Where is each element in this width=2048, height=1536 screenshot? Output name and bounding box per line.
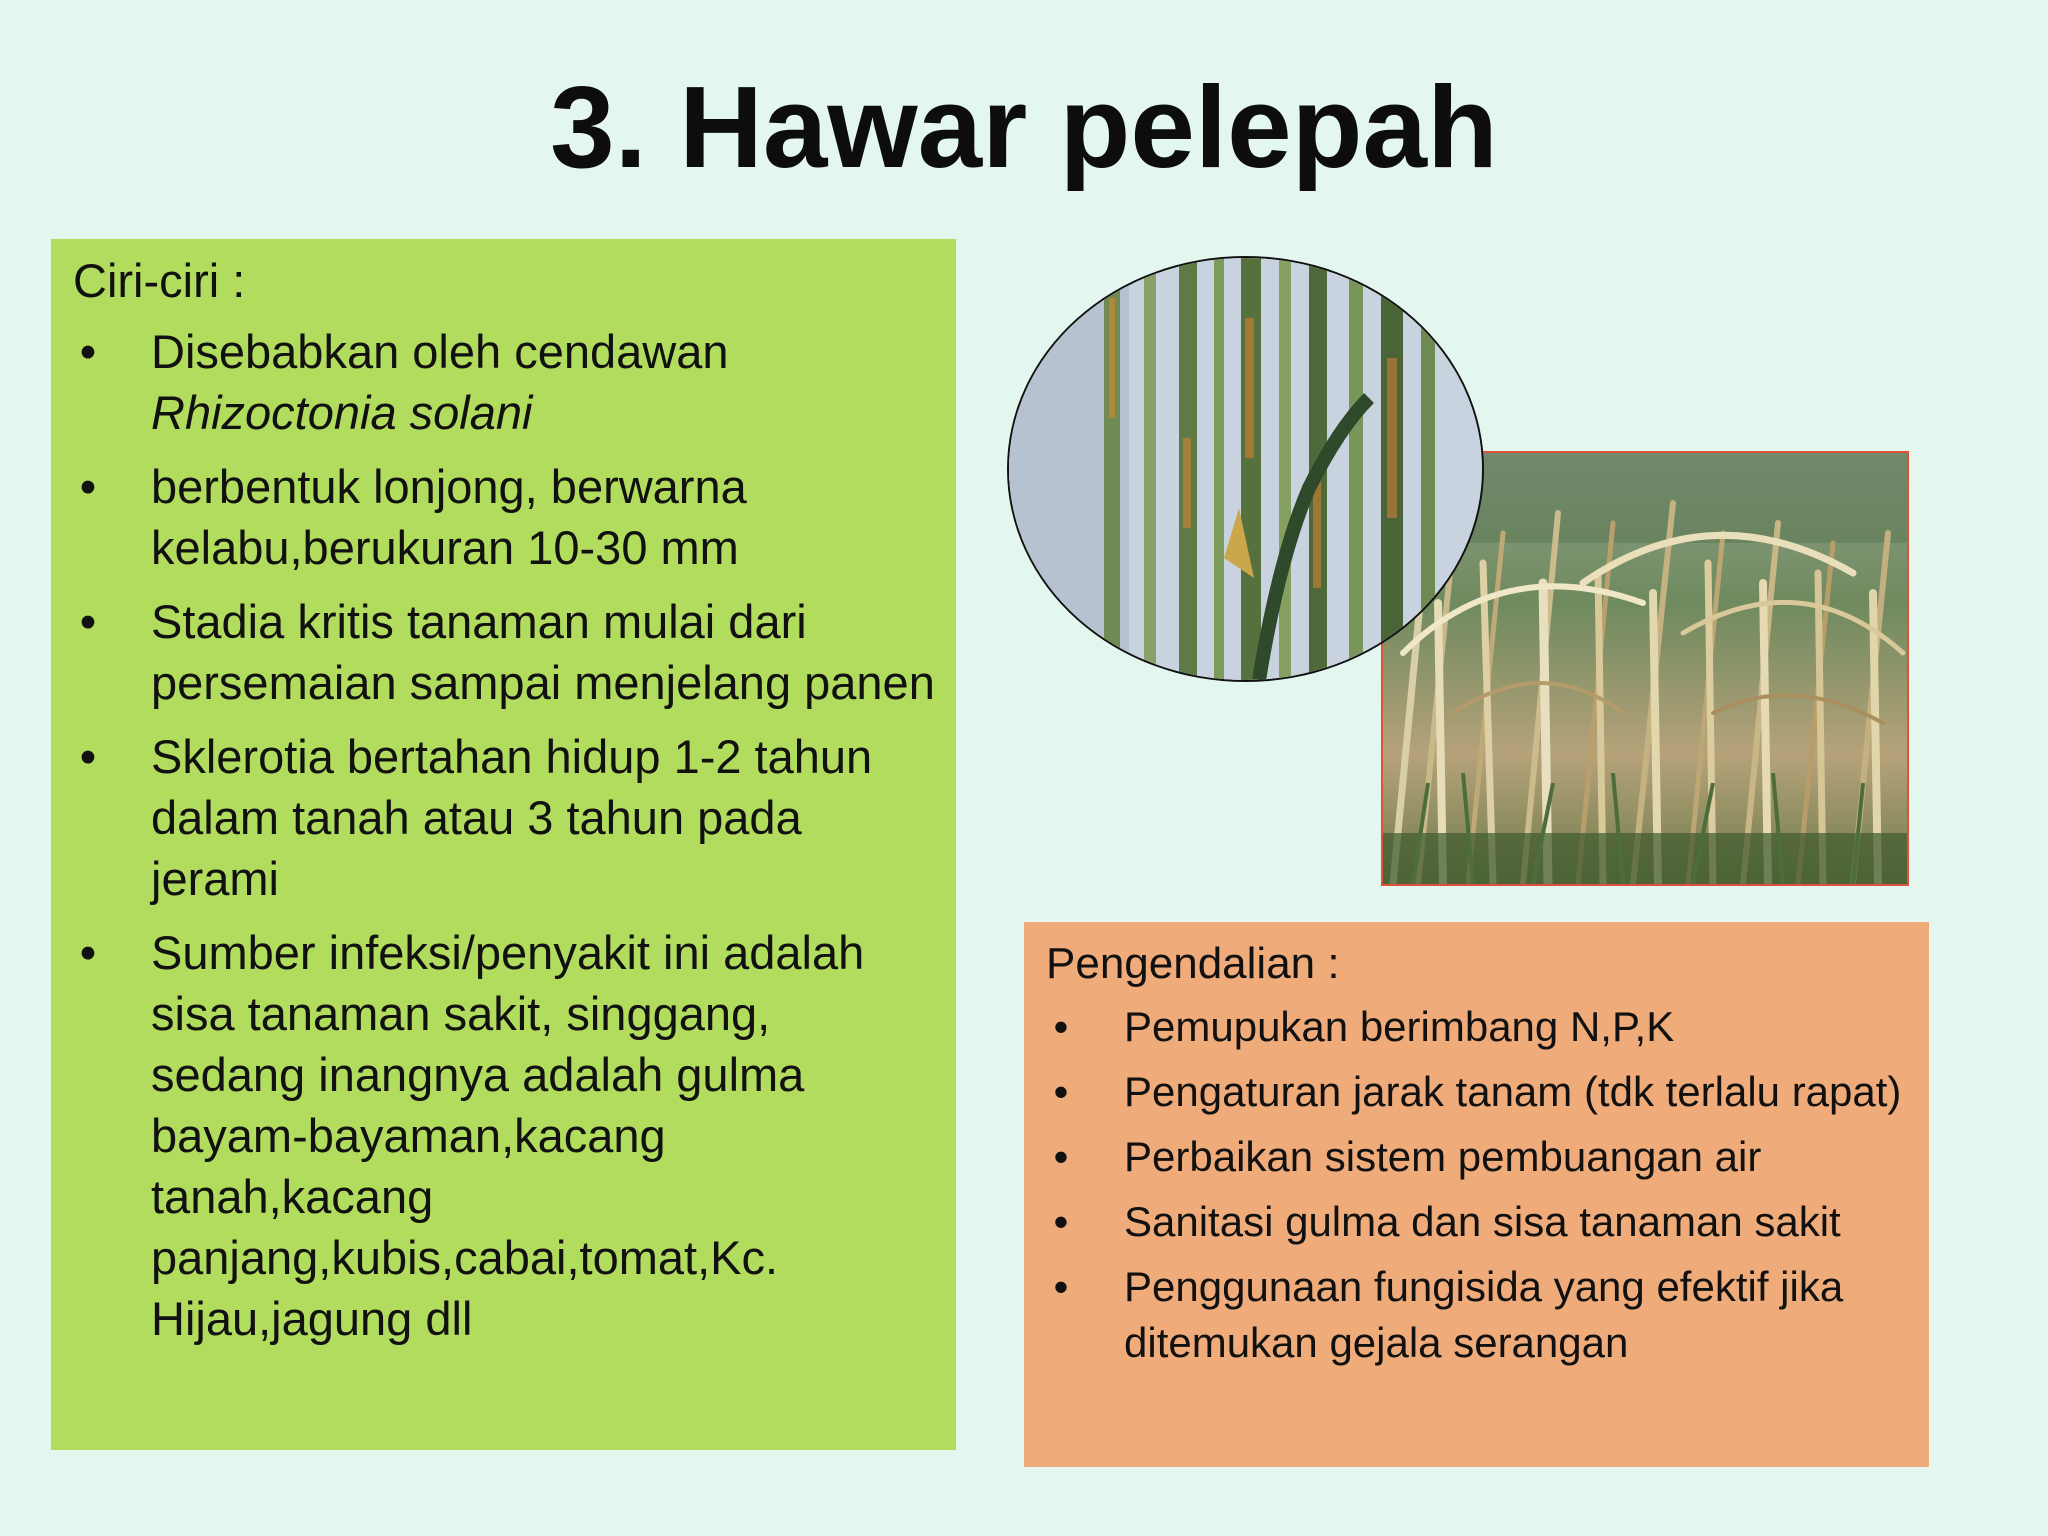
list-item bbox=[1046, 1129, 1929, 1185]
ciri-ciri-box bbox=[51, 239, 956, 1450]
pathogen-name: Rhizoctonia solani bbox=[151, 386, 533, 439]
list-item-text: Perbaikan sistem pembuangan air bbox=[1124, 1133, 1762, 1180]
bullet-icon: • bbox=[79, 730, 97, 783]
list-item-text: Pengaturan jarak tanam (tdk terlalu rapat) bbox=[1124, 1068, 1902, 1115]
list-item-text: Sklerotia bertahan hidup 1-2 tahun dalam tanah atau 3 tahun pada jerami bbox=[151, 730, 873, 905]
bullet-icon: • bbox=[1053, 1133, 1069, 1180]
bullet-icon: • bbox=[79, 325, 97, 378]
bullet-icon: • bbox=[79, 460, 97, 513]
list-item-text: Penggunaan fungisida yang efektif jika ditemukan gejala serangan bbox=[1124, 1263, 1844, 1366]
list-item bbox=[73, 922, 956, 1349]
list-item bbox=[73, 726, 956, 909]
list-item-text: Sanitasi gulma dan sisa tanaman sakit bbox=[1124, 1198, 1841, 1245]
list-item-text: Pemupukan berimbang N,P,K bbox=[1124, 1003, 1675, 1050]
list-item-text: Sumber infeksi/penyakit ini adalah sisa tanaman sakit, singgang, sedang inangnya adalah gulma bayam-bayaman,kacang tanah,kacang panjang,kubis,cabai,tomat,Kc. Hijau,jagung dll bbox=[151, 926, 865, 1345]
list-item bbox=[1046, 999, 1929, 1055]
slide-title: 3. Hawar pelepah bbox=[550, 62, 1498, 192]
list-item bbox=[73, 321, 956, 443]
list-item bbox=[73, 456, 956, 578]
pengendalian-box bbox=[1024, 922, 1929, 1467]
bullet-icon: • bbox=[1053, 1003, 1069, 1050]
bullet-icon: • bbox=[1053, 1068, 1069, 1115]
bullet-icon: • bbox=[79, 926, 97, 979]
bullet-icon: • bbox=[1053, 1263, 1069, 1310]
list-item-text: berbentuk lonjong, berwarna kelabu,berukuran 10-30 mm bbox=[151, 460, 747, 574]
ciri-ciri-list bbox=[73, 321, 956, 1349]
list-item bbox=[73, 591, 956, 713]
ciri-ciri-heading: Ciri-ciri : bbox=[73, 254, 246, 307]
list-item bbox=[1046, 1259, 1929, 1371]
list-item bbox=[1046, 1064, 1929, 1120]
pengendalian-list bbox=[1046, 999, 1929, 1371]
list-item bbox=[1046, 1194, 1929, 1250]
bullet-icon: • bbox=[1053, 1198, 1069, 1245]
pengendalian-heading: Pengendalian : bbox=[1046, 939, 1340, 988]
list-item-text: Stadia kritis tanaman mulai dari persemaian sampai menjelang panen bbox=[151, 595, 935, 709]
bullet-icon: • bbox=[79, 595, 97, 648]
infected-stem-closeup-photo bbox=[1007, 256, 1484, 682]
list-item-text: Disebabkan oleh cendawan bbox=[151, 325, 729, 378]
